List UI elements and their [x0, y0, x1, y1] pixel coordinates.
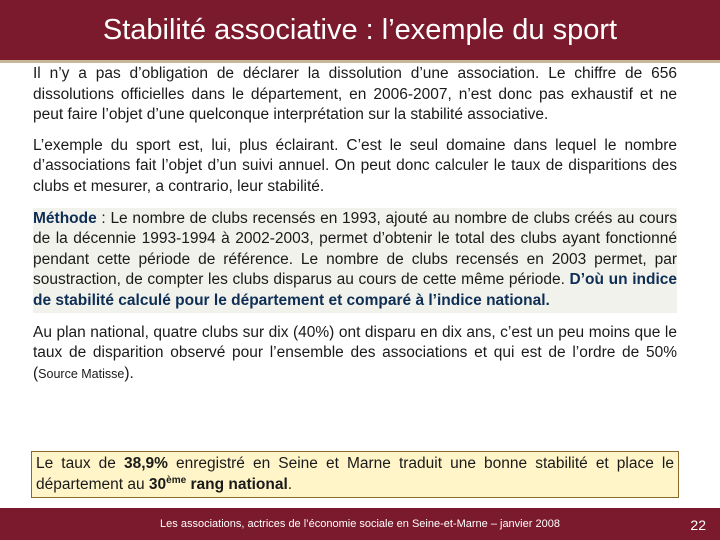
paragraph-national	[33, 323, 677, 385]
footer-caption: Les associations, actrices de l’économie sociale en Seine-et-Marne – janvier 2008	[160, 518, 560, 530]
callout-rank	[149, 476, 288, 493]
highlight-box	[31, 451, 679, 498]
rank-suffix: ème	[166, 474, 187, 486]
paragraph-method	[33, 208, 677, 313]
rank-text: rang national	[186, 475, 288, 493]
paragraph-dissolutions: Il n’y a pas d’obligation de déclarer la dissolution d’une association. Le chiffre de 656 dissolutions officielles dans le département, en 2006-2007, n’est donc pas exhaustif et ne peut faire l’objet d’une quelconque interprétation sur la stabilité associative.	[33, 65, 677, 124]
callout-end: .	[287, 475, 293, 493]
source-note: Source Matisse	[38, 366, 125, 381]
national-text: Au plan national, quatre clubs sur dix (40%) ont disparu en dix ans, c’est un peu moins que le taux de disparition observé pour l’ensemble des associations et qui est de l’ordre de 50% (	[33, 323, 677, 382]
page-number: 22	[690, 517, 706, 533]
method-text: : Le nombre de clubs recensés en 1993, ajouté au nombre de clubs créés au cours de la décennie 1993-1994 à 2002-2003, permet d’obtenir le total des clubs ayant fonctionné pendant cette période de référence. Le nombre de clubs recensés en 2003 permet, par soustraction, de compter les clubs disparus au cours de cette même période.	[33, 209, 677, 289]
slide-title: Stabilité associative : l’exemple du sport	[102, 14, 618, 46]
slide-footer	[0, 508, 720, 540]
callout-text-1: Le taux de	[36, 455, 124, 472]
method-conclusion: D’où un indice de stabilité calculé pour le département et comparé à l’indice national.	[33, 271, 678, 309]
header-divider	[0, 60, 720, 63]
paragraph-sport-example: L’exemple du sport est, lui, plus éclairant. C’est le seul domaine dans lequel le nombre d’associations fait l’objet d’un suivi annuel. On peut donc calculer le taux de disparitions des clubs et mesurer, a contrario, leur stabilité.	[33, 136, 677, 195]
rank-number: 30	[148, 475, 167, 493]
callout-rate: 38,9%	[123, 455, 168, 472]
slide-body	[33, 64, 677, 394]
callout-text-2: enregistré en Seine et Marne traduit une bonne stabilité et place le département au	[36, 455, 674, 493]
national-close: ).	[124, 364, 134, 382]
method-label: Méthode	[33, 209, 97, 227]
slide-header	[0, 0, 720, 60]
